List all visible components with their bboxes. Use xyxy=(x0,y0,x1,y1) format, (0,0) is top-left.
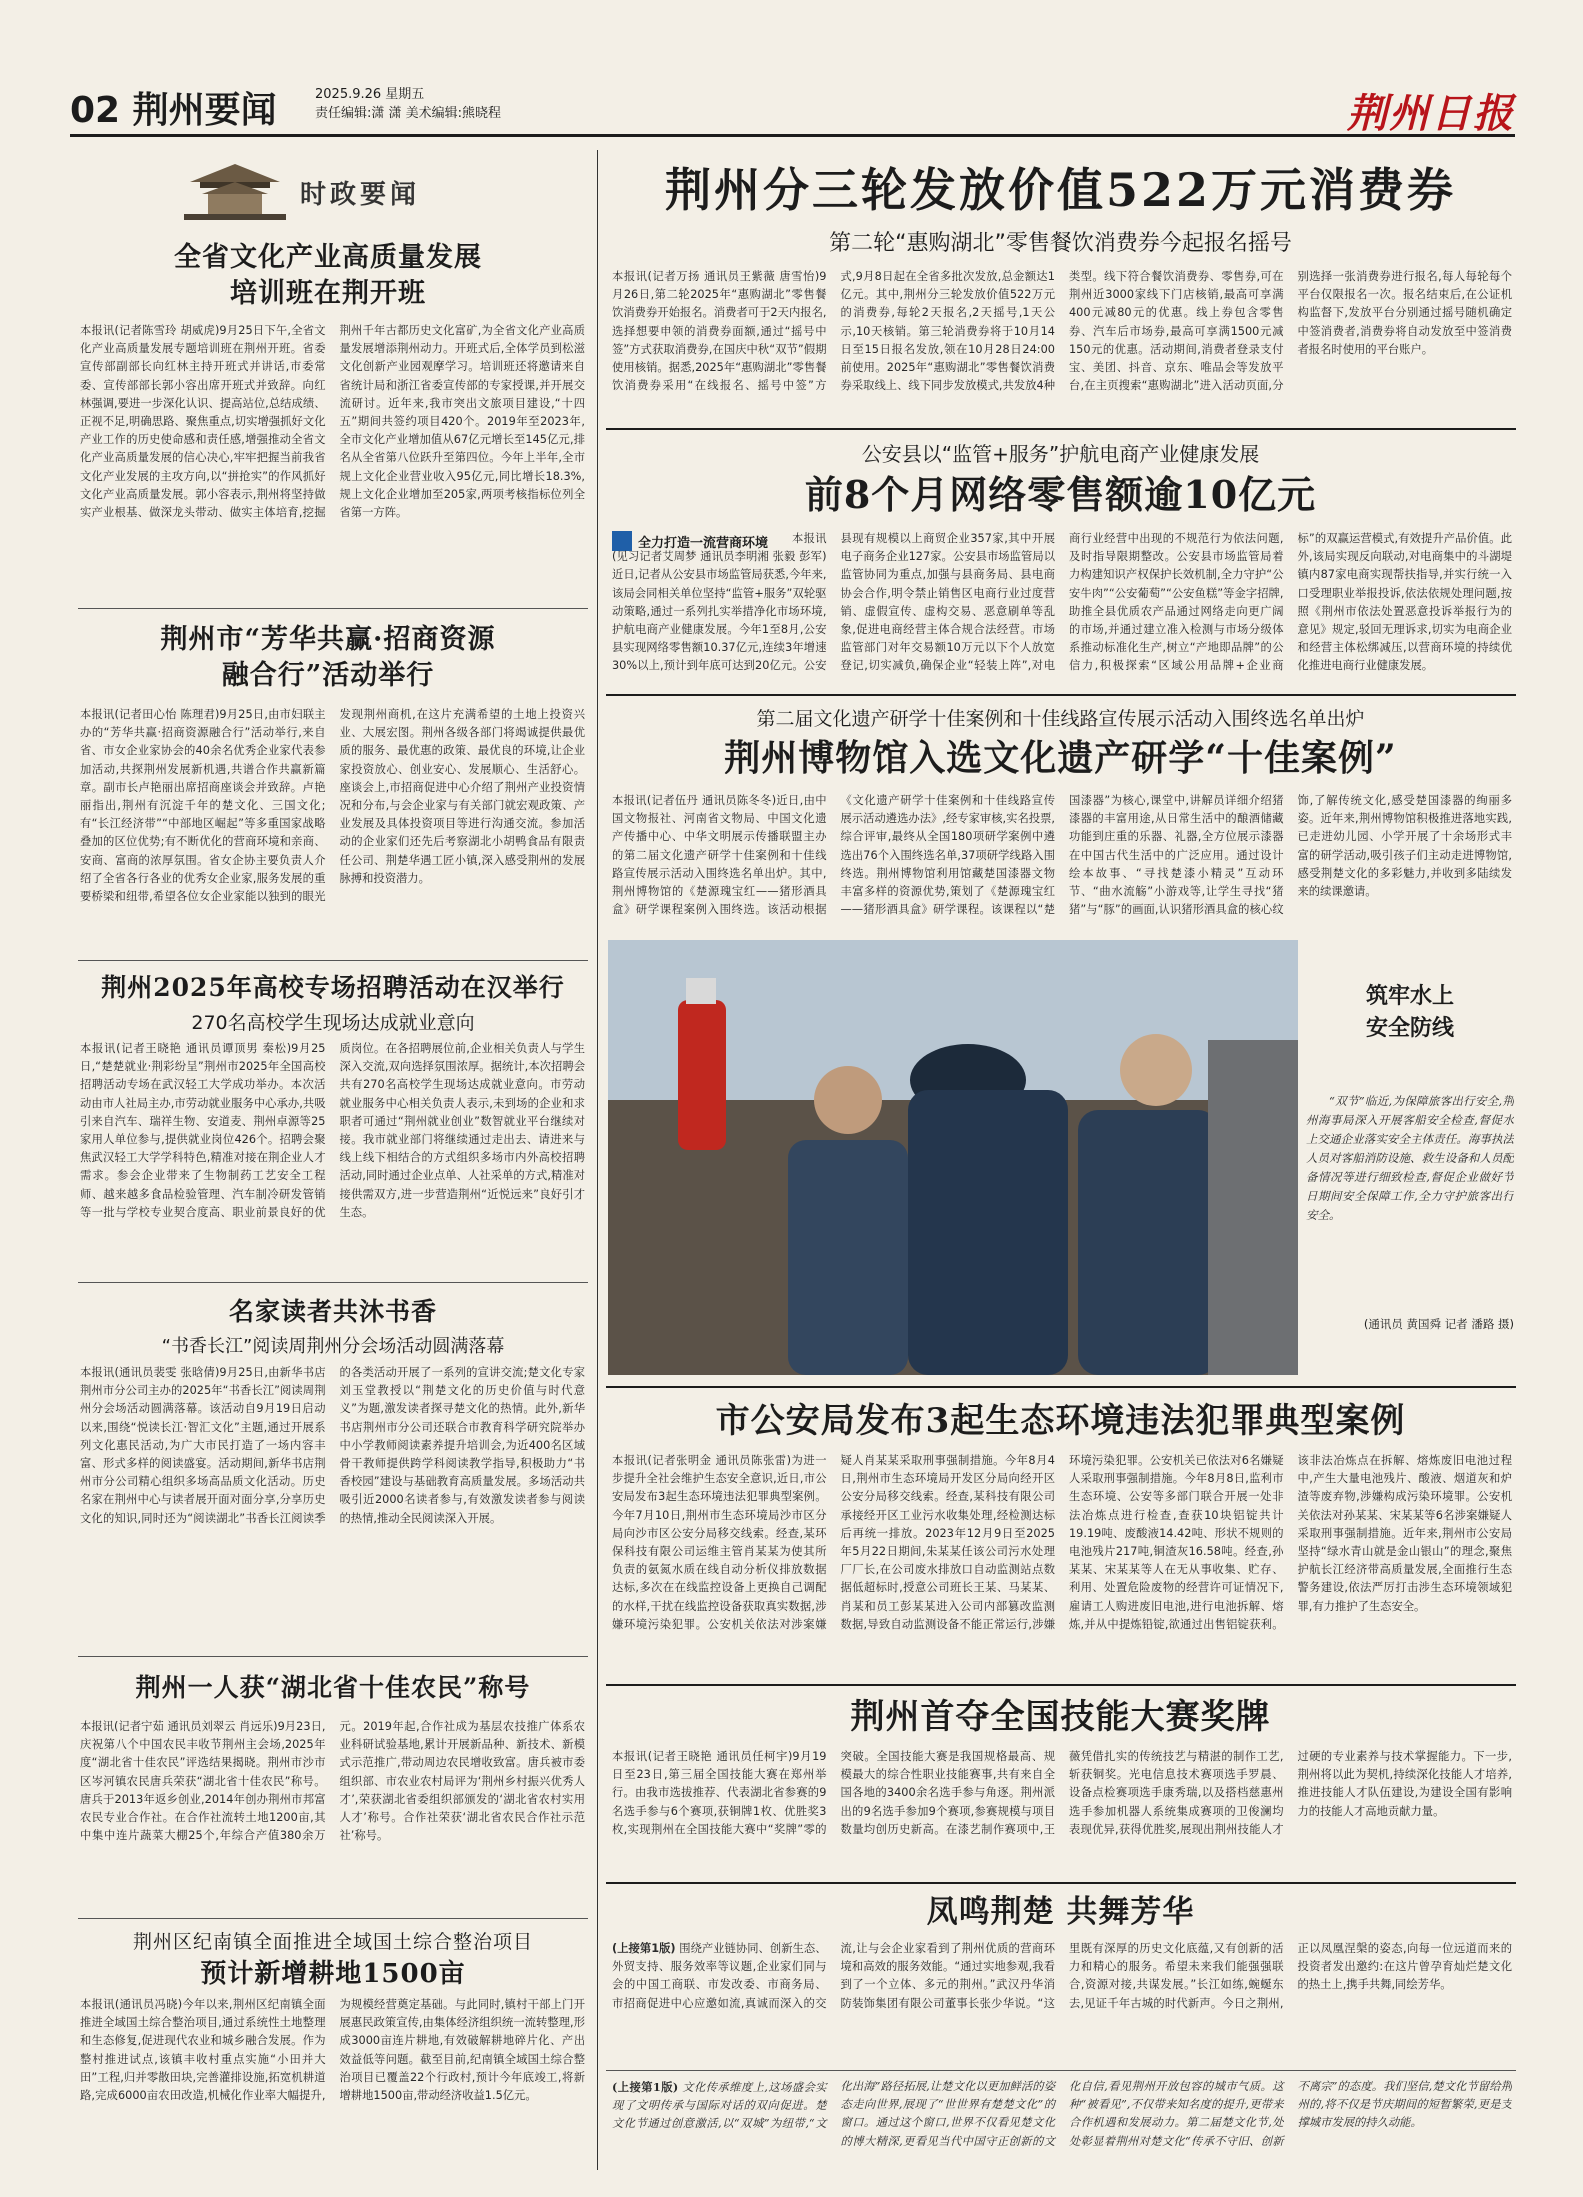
police-body: 本报讯(记者张明金 通讯员陈张雷)为进一步提升全社会维护生态安全意识,近日,市公安局发布3起生态环境违法犯罪典型案例。今年7月10日,荆州市生态环境局沙市区分局向沙市区公安分局移交线索。经查,某环保科技有限公司运维主管肖某某为使其所负责的氨氮水质在线自动分析仪排放数据达标,多次在在线监控设备上更换自己调配的水样,干扰在线监控设备获取真实数据,涉嫌环境污染犯罪。公安机关依法对涉案嫌疑人肖某某采取刑事强制措施。今年8月4日,荆州市生态环境局开发区分局向经开区公安分局移交线索。经查,某科技有限公司承接经开区工业污水收集处理,经检测达标后再统一排放。2023年12月9日至2025年5月22日期间,朱某某任该公司污水处理厂厂长,在公司废水排放口自动监测站点数据低超标时,授意公司班长王某、马某某、肖某和员工彭某某进入公司内部篡改监测数据,导致自动监测设备不能正常运行,涉嫌环境污染犯罪。公安机关已依法对6名嫌疑人采取刑事强制措施。今年8月8日,监利市生态环境、公安等多部门联合开展一处非法冶炼点进行检查,查获10块铝锭共计19.19吨、废酸液14.42吨、形状不规则的电池残片217吨,铜渣灰16.58吨。经查,孙某某、宋某某等人在无从事收集、贮存、利用、处置危险废物的经营许可证情况下,雇请工人购进废旧电池,进行电池拆解、熔炼,并从中提炼铅锭,欲通过出售铝锭获利。该非法冶炼点在拆解、熔炼废旧电池过程中,产生大量电池残片、酸液、烟道灰和炉渣等废弃物,涉嫌构成污染环境罪。公安机关依法对孙某某、宋某某等6名涉案嫌疑人采取刑事强制措施。近年来,荆州市公安局坚持“绿水青山就是金山银山”的理念,聚焦护航长江经济带高质量发展,全面推行生态警务建设,依法严厉打击涉生态环境领域犯罪,有力推护了生态安全。 xyxy=(612,1454,1512,1631)
maritime-safety-photo xyxy=(608,940,1298,1375)
photo-caption-text: “双节”临近,为保障旅客出行安全,荆州海事局深入开展客船安全检查,督促水上交通企业落实安全主体责任。海事执法人员对客船消防设施、救生设备和人员配备情况等进行细致检查,督促企业做好节日期间安全保障工作,全力守护旅客出行安全。 xyxy=(1306,1094,1514,1222)
issue-meta xyxy=(315,85,501,123)
ecommerce-body xyxy=(612,530,1512,684)
museum-kicker: 第二届文化遗产研学十佳案例和十佳线路宣传展示活动入围终选名单出炉 xyxy=(756,708,1365,730)
ecommerce-body-text: 本报讯(见习记者艾周梦 通讯员李明湘 张毅 彭军)近日,记者从公安县市场监管局获悉,今年来,该局会同相关单位坚持“监管+服务”双轮驱动策略,通过一系列扎实举措净化市场环境,护航电商产业健康发展。今年1至8月,公安县实现网络零售额10.37亿元,连续3年增速30%以上,预计到年底可达到20亿元。公安县现有规模以上商贸企业357家,其中开展电子商务企业127家。公安县市场监管局以监管协同为重点,加强与县商务局、县电商协会合作,明令禁止销售区电商行业过度营销、虚假宣传、虚构交易、恶意刷单等乱象,促进电商经营主体合规合法经营。市场监管部门对年交易额10万元以下个人放宽登记,切实减负,确保企业“轻装上阵”,对电商行业经营中出现的不规范行为依法问题,及时指导限期整改。公安县市场监管局着力构建知识产权保护长效机制,全力守护“公安牛肉”“公安葡萄”“公安鱼糕”等金字招牌,助推全县优质农产品通过网络走向更广阔的市场,并通过建立准入检测与市场分级体系推动标准化生产,树立“产地即品牌”的公信力,积极探索“区域公用品牌+企业商标”的双赢运营模式,有效提升产品价值。此外,该局实现反向联动,对电商集中的斗湖堤镇内87家电商实现帮扶指导,并实行统一入口受理职业举报投诉,依法依规处理问题,按照《荆州市依法处置恶意投诉举报行为的意见》规定,驳回无理诉求,切实为电商企业和经营主体松绑减压,以营商环境的持续优化推进电商行业健康发展。 xyxy=(612,532,1512,673)
divider xyxy=(606,1882,1516,1884)
title-line-1: 全省文化产业高质量发展 xyxy=(174,242,482,273)
divider xyxy=(78,1918,588,1919)
culture-body-1 xyxy=(612,1940,1512,2062)
caption-title-line-1: 筑牢水上 xyxy=(1365,983,1454,1009)
title-line-2: 融合行”活动举行 xyxy=(221,660,435,691)
article-culture-industry-body: 本报讯(记者陈雪玲 胡威虎)9月25日下午,全省文化产业高质量发展专题培训班在荆州开班。省委宣传部副部长向红林主持开班式并讲话,市委常委、宣传部部长郭小容出席开班式并致辞。向红林强调,要进一步深化认识、提高站位,总结成绩、正视不足,明确思路、聚焦重点,切实增强抓好文化产业工作的历史使命感和责任感,增强推动全省文化产业高质量发展的信心决心,牢牢把握当前我省文化产业发展的主攻方向,以“拼抢实”的作风抓好文化产业高质量发展。郭小容表示,荆州将坚持做实产业根基、做深龙头带动、做实主体培育,挖掘荆州千年古都历史文化富矿,为全省文化产业高质量发展增添荆州动力。开班式后,全体学员到松滋文化创新产业园观摩学习。培训班还将邀请来自省统计局和浙江省委宣传部的专家授课,并开展交流研讨。近年来,我市突出文旅项目建设,“十四五”期间共签约项目420个。2019年至2023年,全市文化产业增加值从67亿元增长至145亿元,排名从全省第八位跃升至第四位。今年上半年,全市规上文化企业营业收入95亿元,同比增长18.3%,规上文化企业增加至205家,两项考核指标位列全省第一方阵。 xyxy=(80,324,585,520)
newspaper-logo: 荆州日报 xyxy=(1347,90,1515,137)
article-women-investment-body: 本报讯(记者田心怡 陈理君)9月25日,由市妇联主办的“芳华共赢·招商资源融合行”活动举行,来自省、市女企业家协会的40余名优秀企业家代表参加活动,共探荆州发展新机遇,共谱合作共赢新篇章。副市长卢艳丽出席招商座谈会并致辞。卢艳丽指出,荆州有沉淀千年的楚文化、三国文化;有“长江经济带”“中部地区崛起”等多重国家战略叠加的区位优势;有不断优化的营商环境和亲商、安商、富商的浓厚氛围。省女企协主要负责人介绍了全省各行各业的优秀女企业家,服务发展的重要桥梁和纽带,希望各位女企业家能以独到的眼光发现荆州商机,在这片充满希望的土地上投资兴业、大展宏图。荆州各级各部门将竭诚提供最优质的服务、最优惠的政策、最优良的环境,让企业家投资放心、创业安心、发展顺心、生活舒心。座谈会上,市招商促进中心介绍了荆州产业投资情况和分布,与会企业家与有关部门就宏观政策、产业发展及具体投资项目等进行沟通交流。参加活动的企业家们还先后考察湖北小胡鸭食品有限责任公司、荆楚华遇工匠小镇,深入感受荆州的发展脉搏和投资潜力。 xyxy=(80,708,585,904)
divider xyxy=(78,1656,588,1657)
column-tag-label: 时政要闻 xyxy=(300,180,421,210)
lead-headline: 荆州分三轮发放价值522万元消费券 xyxy=(664,163,1457,217)
article-top-farmer-body: 本报讯(记者宁茹 通讯员刘翠云 肖远乐)9月23日,庆祝第八个中国农民丰收节荆州主会场,2025年度“湖北省十佳农民”评选结果揭晓。荆州市沙市区岑河镇农民唐兵荣获“湖北省十佳农民”称号。唐兵于2013年返乡创业,2014年创办荆州市邦富农民专业合作社。在合作社流转土地1200亩,其中集中连片蔬菜大棚25个,年综合产值380余万元。2019年起,合作社成为基层农技推广体系农业科研试验基地,累计开展新品种、新技术、新模式示范推广,带动周边农民增收致富。唐兵被市委组织部、市农业农村局评为‘荆州乡村振兴优秀人才’,荣获湖北省委组织部颁发的‘湖北省农村实用人才’称号。合作社荣获‘湖北省农民合作社示范社’称号。 xyxy=(80,1720,585,1843)
divider xyxy=(606,694,1516,696)
pavilion-icon xyxy=(180,160,290,222)
article-culture-industry-title xyxy=(78,240,578,312)
skills-headline: 荆州首夺全国技能大赛奖牌 xyxy=(850,1697,1271,1737)
column-tag-banner xyxy=(180,160,580,222)
divider xyxy=(78,1282,588,1283)
article-land-consolidation-title xyxy=(78,1928,588,1992)
ecommerce-kicker: 公安县以“监管+服务”护航电商产业健康发展 xyxy=(861,442,1260,466)
lead-body: 本报讯(记者万扬 通讯员王紫薇 唐雪怡)9月26日,第二轮2025年“惠购湖北”零售餐饮消费券开始报名。消费者可于2天内报名,选择想要申领的消费券面额,通过“摇号中签”方式获取消费券,在国庆中秋“双节”假期使用核销。据悉,2025年“惠购湖北”零售餐饮消费券采用“在线报名、摇号中签”方式,9月8日起在全省多批次发放,总金额达1亿元。其中,荆州分三轮发放价值522万元的消费券,每轮2天报名,2天摇号,1天公示,10天核销。第三轮消费券将于10月14日至15日报名发放,领在10月28日24:00前使用。2025年“惠购湖北”零售餐饮消费券采取线上、线下同步发放模式,共发放4种类型。线下符合餐饮消费券、零售券,可在荆州近3000家线下门店核销,最高可享满400元减80元的优惠。线上券包含零售券、汽车后市场券,最高可享满1500元减150元的优惠。活动期间,消费者登录支付宝、美团、抖音、京东、唯品会等发放平台,在主页搜索“惠购湖北”进入活动页面,分别选择一张消费券进行报名,每人每轮每个平台仅限报名一次。报名结束后,在公证机构监督下,发放平台分别通过摇号随机确定中签消费者,消费券将自动发放至中签消费者报名时使用的平台账户。 xyxy=(612,270,1512,393)
caption-title-line-2: 安全防线 xyxy=(1365,1015,1454,1041)
page-number: 02 荆州要闻 xyxy=(70,90,277,131)
divider xyxy=(606,1684,1516,1686)
culture-body-2 xyxy=(612,2078,1512,2174)
culture-text-1: 围绕产业链协同、创新生态、外贸支持、服务效率等议题,企业家们同与会的中国工商联、市发改委、市商务局、市招商促进中心应邀如流,真诚而深入的交流,让与会企业家看到了荆州优质的营商环境和高效的服务效能。“通过实地参观,我看到了一个立体、多元的荆州。”武汉丹华消防装饰集团有限公司董事长张少华说。“这里既有深厚的历史文化底蕴,又有创新的活力和精心的服务。希望未来我们能强强联合,资源对接,共谋发展。”长江如练,蜿蜒东去,见证千年古城的时代新声。今日之荆州,正以凤凰涅槃的姿态,向每一位远道而来的投资者发出邀约:在这片曾孕育灿烂楚文化的热土上,携手共舞,同绘芳华。 xyxy=(612,1942,1512,2010)
editors-line: 责任编辑:潇 潇 美术编辑:熊晓程 xyxy=(315,106,502,121)
divider xyxy=(606,1386,1516,1388)
title-line-2: 预计新增耕地1500亩 xyxy=(200,1959,466,1989)
article-campus-recruit-body: 本报讯(记者王晓艳 通讯员谭顶男 秦松)9月25日,“楚楚就业·荆彩纷呈”荆州市2025年全国高校招聘活动专场在武汉轻工大学成功举办。本次活动由市人社局主办,市劳动就业服务中心承办,共吸引来自汽车、瑞祥生物、安道麦、荆州卓源等25家用人单位参与,提供就业岗位426个。招聘会聚焦武汉轻工大学学科特色,精准对接在荆企业人才需求。参会企业带来了生物制药工艺安全工程师、越来越多食品检验管理、汽车制冷研发管销等一批与学校专业契合度高、职业前景良好的优质岗位。在各招聘展位前,企业相关负责人与学生深入交流,双向选择氛围浓厚。据统计,本次招聘会共有270名高校学生现场达成就业意向。市劳动就业服务中心相关负责人表示,未到场的企业和求职者可通过“荆州就业创业”数智就业平台继续对接。我市就业部门将继续通过走出去、请进来与线上线下相结合的方式组织多场市内外高校招聘活动,同时通过企业点单、人社采单的方式,精准对接供需双方,进一步营造荆州“近悦远来”良好引才生态。 xyxy=(80,1042,585,1219)
culture-jump-note-1: (上接第1版) xyxy=(612,1942,676,1955)
article-reading-week-title: 名家读者共沐书香 xyxy=(228,1297,437,1326)
photo-caption-box xyxy=(1306,940,1514,1375)
title-line-2: 培训班在荆开班 xyxy=(230,278,426,309)
issue-date: 2025.9.26 星期五 xyxy=(315,87,425,102)
skills-body: 本报讯(记者王晓艳 通讯员任柯宇)9月19日至23日,第三届全国技能大赛在郑州举行。由我市选拔推荐、代表湖北省参赛的9名选手参与6个赛项,获铜牌1枚、优胜奖3枚,实现荆州在全国技能大赛中“奖牌”零的突破。全国技能大赛是我国规格最高、规模最大的综合性职业技能赛事,共有来自全国各地的3400余名选手参与角逐。荆州派出的9名选手参加9个赛项,参赛规模与项目数量均创历史新高。在漆艺制作赛项中,王薇凭借扎实的传统技艺与精湛的制作工艺,斩获铜奖。光电信息技术赛项选手罗晨、设备点检赛项选手康秀瑞,以及搭档慈惠州选手参加机器人系统集成赛项的卫俊澜均表现优异,获得优胜奖,展现出荆州技能人才过硬的专业素养与技术掌握能力。下一步,荆州将以此为契机,持续深化技能人才培养,推进技能人才队伍建设,为建设全国有影响力的技能人才高地贡献力量。 xyxy=(612,1750,1512,1836)
museum-body: 本报讯(记者伍丹 通讯员陈冬冬)近日,由中国文物报社、河南省文物局、中国文化遗产传播中心、中华文明展示传播联盟主办的第二届文化遗产研学十佳案例和十佳线路宣传展示活动入围终选名单出炉。其中,荆州博物馆的《楚源瑰宝红——猪形酒具盒》研学课程案例入围终选。该活动根据《文化遗产研学十佳案例和十佳线路宣传展示活动遴选办法》,经专家审核,实名投票,综合评审,最终从全国180项研学案例中遴选出76个入围终选名单,37项研学线路入围终选。荆州博物馆利用馆藏楚国漆器文物丰富多样的资源优势,策划了《楚源瑰宝红——猪形酒具盒》研学课程。该课程以“楚国漆器”为核心,课堂中,讲解员详细介绍猪漆器的丰富用途,从日常生活中的酿酒储藏功能到庄重的乐器、礼器,全方位展示漆器在中国古代生活中的广泛应用。通过设计绘本故事、“寻找楚漆小精灵”互动环节、“曲水流觞”小游戏等,让学生寻找“猪猪”与“豚”的画面,认识猪形酒具盒的核心纹饰,了解传统文化,感受楚国漆器的绚丽多姿。近年来,荆州博物馆积极推进落地实践,已走进幼儿园、小学开展了十余场形式丰富的研学活动,吸引孩子们主动走进博物馆,感受荆楚文化的多彩魅力,并收到多陆续发来的续课邀请。 xyxy=(612,794,1512,917)
divider xyxy=(78,960,588,961)
article-reading-week-body: 本报讯(通讯员裴雯 张晗倩)9月25日,由新华书店荆州市分公司主办的2025年“书香长江”阅读周荆州分会场活动圆满落幕。该活动自9月19日启动以来,围绕“悦读长江·智汇文化”主题,通过开展系列文化惠民活动,为广大市民打造了一场内容丰富、形式多样的阅读盛宴。活动期间,新华书店荆州市分公司精心组织多场高品质文化活动。历史名家在荆州中心与读者展开面对面分享,分享历史文化的知识,同时还为“阅读湖北”书香长江阅读季的各类活动开展了一系列的宣讲交流;楚文化专家刘玉堂教授以“荆楚文化的历史价值与时代意义”为题,激发读者探寻楚文化的热情。此外,新华书店荆州市分公司还联合市教育科学研究院举办中小学教师阅读素养提升培训会,为近400名区域骨干教师提供跨学科阅读教学指导,积极助力“书香校园”建设与基础教育高质量发展。多场活动共吸引近2000名读者参与,有效激发读者参与阅读的热情,推动全民阅读深入开展。 xyxy=(80,1366,585,1525)
ecommerce-headline: 前8个月网络零售额逾10亿元 xyxy=(804,472,1317,517)
divider xyxy=(606,2070,1516,2071)
column-separator xyxy=(597,150,598,2170)
divider xyxy=(78,608,588,609)
business-env-label: 全力打造一流营商环境 xyxy=(638,536,769,551)
article-campus-recruit-title: 荆州2025年高校专场招聘活动在汉举行 xyxy=(101,973,565,1002)
article-women-investment-title xyxy=(78,622,578,694)
article-campus-recruit-subtitle: 270名高校学生现场达成就业意向 xyxy=(191,1012,475,1034)
lead-subheadline: 第二轮“惠购湖北”零售餐饮消费券今起报名摇号 xyxy=(829,231,1292,256)
photo-caption-title xyxy=(1306,980,1514,1044)
article-top-farmer-title: 荆州一人获“湖北省十佳农民”称号 xyxy=(135,1673,531,1702)
photo-credit: (通讯员 黄国舜 记者 潘路 摄) xyxy=(1363,1317,1514,1331)
culture-text-2: 文化传承维度上,这场盛会实现了文明传承与国际对话的双向促进。楚文化节通过创意激活,以“双城”为纽带,“文化出海”路径拓展,让楚文化以更加鲜活的姿态走向世界,展现了“世世界有楚楚文化”的窗口。通过这个窗口,世界不仅看见楚文化的博大精深,更看见当代中国守正创新的文化自信,看见荆州开放包容的城市气质。这种“被看见”,不仅带来知名度的提升,更带来合作机遇和发展动力。第二届楚文化节,处处彰显着荆州对楚文化“传承不守旧、创新不离宗”的态度。我们坚信,楚文化节留给荆州的,将不仅是节庆期间的短暂繁荣,更是支撑城市发展的持久动能。 xyxy=(612,2080,1512,2148)
photo-scene-illustration xyxy=(608,940,1298,1375)
title-line-1: 荆州市“芳华共赢·招商资源 xyxy=(160,624,496,655)
culture-jump-note-2: (上接第1版) xyxy=(612,2080,679,2094)
museum-headline: 荆州博物馆入选文化遗产研学“十佳案例” xyxy=(724,737,1397,779)
culture-headline: 凤鸣荆楚 共舞芳华 xyxy=(926,1894,1195,1930)
police-headline: 市公安局发布3起生态环境违法犯罪典型案例 xyxy=(715,1401,1406,1441)
title-line-1: 荆州区纪南镇全面推进全域国土综合整治项目 xyxy=(132,1931,533,1953)
article-reading-week-subtitle: “书香长江”阅读周荆州分会场活动圆满落幕 xyxy=(161,1336,505,1357)
article-land-consolidation-body: 本报讯(通讯员冯晓)今年以来,荆州区纪南镇全面推进全域国土综合整治项目,通过系统性土地整理和生态修复,促进现代农业和城乡融合发展。作为整村推进试点,该镇丰收村重点实施“小田并大田”工程,归并零散田块,完善灌排设施,拓宽机耕道路,完成6000亩农田改造,机械化作业率大幅提升,为规模经营奠定基础。与此同时,镇村干部上门开展惠民政策宣传,由集体经济组织统一流转整理,形成3000亩连片耕地,有效破解耕地碎片化、产出效益低等问题。截至目前,纪南镇全域国土综合整治项目已覆盖22个行政村,预计今年底竣工,将新增耕地1500亩,带动经济收益1.5亿元。 xyxy=(80,1998,585,2103)
page-header xyxy=(70,82,1515,137)
section-name: 荆州要闻 xyxy=(132,90,277,131)
divider xyxy=(606,428,1516,430)
